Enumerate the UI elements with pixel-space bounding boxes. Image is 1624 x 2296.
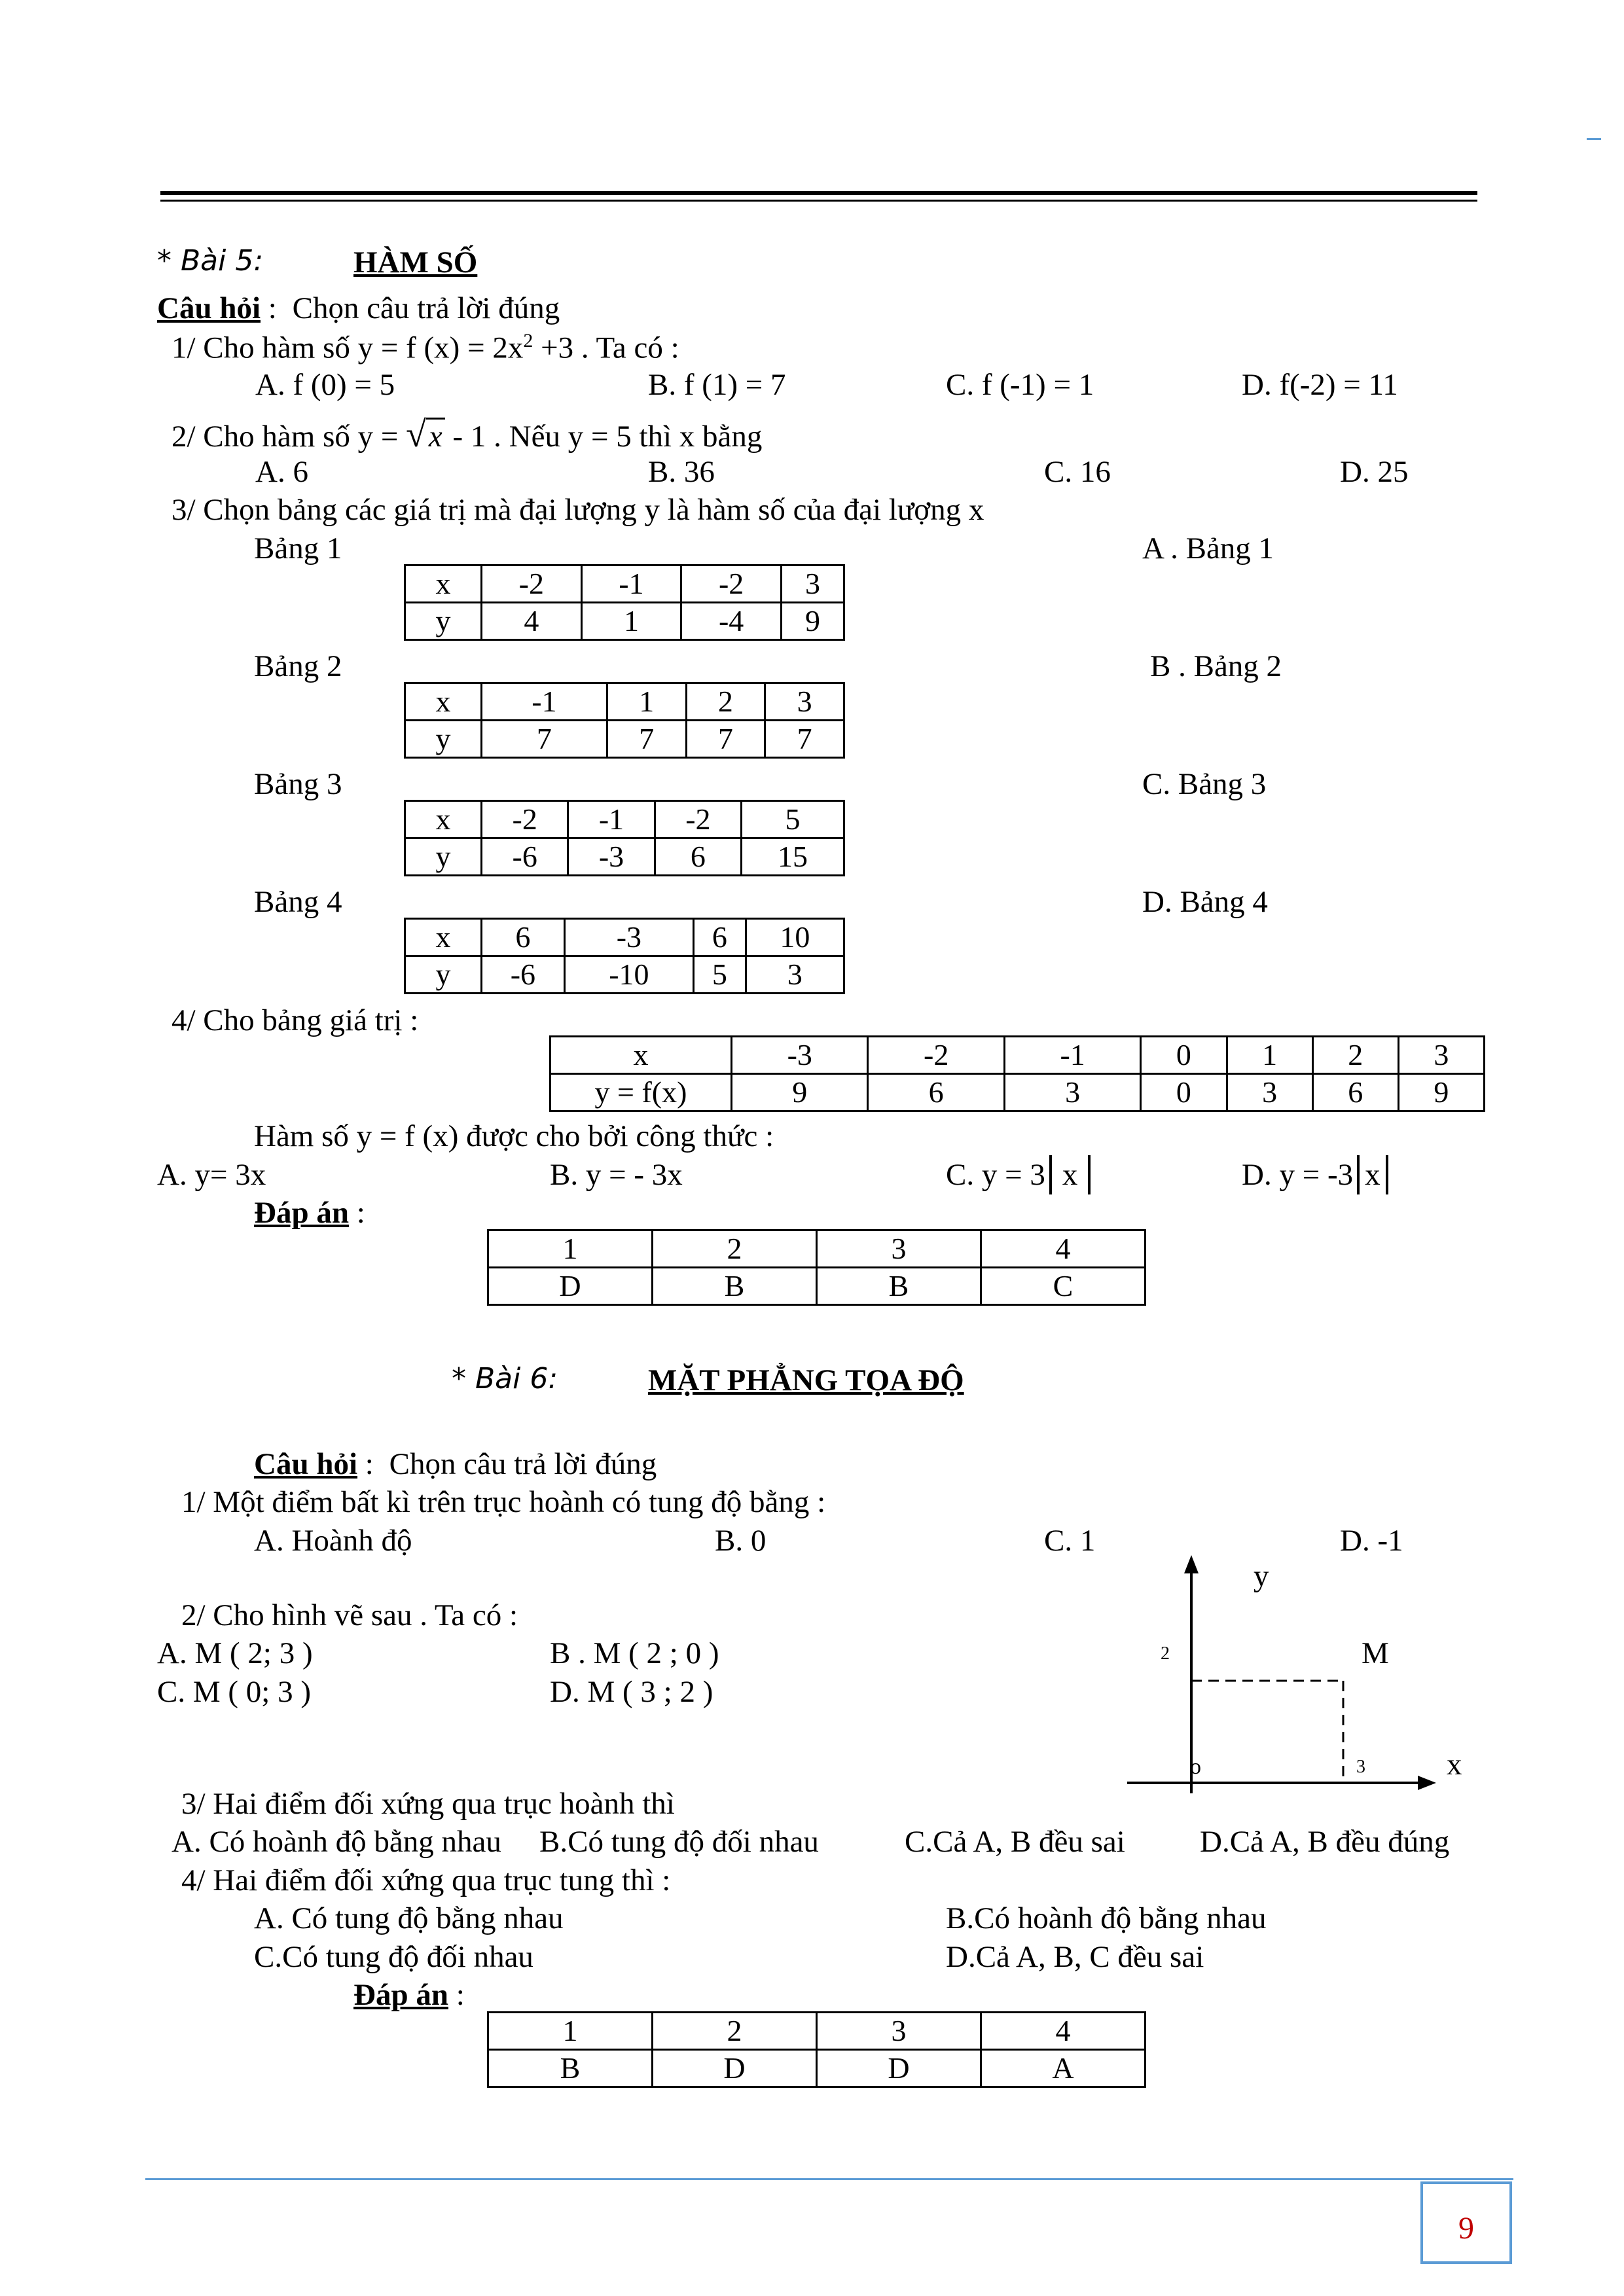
bai5-label: * Bài 5: bbox=[157, 244, 264, 278]
bai6-q2-text: 2/ Cho hình vẽ sau . Ta có : bbox=[181, 1598, 518, 1632]
bai6-label: * Bài 6: bbox=[452, 1362, 558, 1395]
bai6-q3-option-d: D.Cả A, B đều đúng bbox=[1200, 1825, 1450, 1859]
bai5-q1-text bbox=[171, 331, 679, 364]
table-row bbox=[405, 565, 844, 603]
bai5-title: HÀM SỐ bbox=[353, 245, 478, 279]
cell: 2 bbox=[653, 1230, 817, 1268]
cell: B bbox=[653, 1268, 817, 1305]
bai5-q1-option-a: A. f (0) = 5 bbox=[255, 368, 395, 402]
cell: y bbox=[405, 721, 482, 758]
q2-text-a: 2/ Cho hàm số y = bbox=[171, 420, 406, 454]
y-axis-arrow-icon bbox=[1184, 1555, 1199, 1573]
table-row bbox=[488, 2013, 1146, 2050]
table-row bbox=[405, 683, 844, 721]
cell: 3 bbox=[1004, 1074, 1140, 1111]
cell: x bbox=[405, 565, 482, 603]
cell: 9 bbox=[781, 603, 844, 640]
table3-label: Bảng 3 bbox=[254, 767, 342, 801]
cell: y bbox=[405, 603, 482, 640]
cau-hoi-colon: : bbox=[365, 1447, 374, 1481]
q1-exponent: 2 bbox=[523, 330, 533, 351]
table1-label: Bảng 1 bbox=[254, 531, 342, 565]
cau-hoi-text: Chọn câu trả lời đúng bbox=[389, 1447, 657, 1481]
sqrt-symbol: √ bbox=[406, 414, 426, 455]
cell: 2 bbox=[1312, 1037, 1398, 1074]
table-row bbox=[405, 956, 844, 994]
bai5-answer-table bbox=[487, 1229, 1146, 1306]
bai5-answer-header bbox=[254, 1198, 365, 1229]
bai6-q4-option-c: C.Có tung độ đối nhau bbox=[254, 1940, 533, 1974]
cell: 6 bbox=[694, 919, 746, 956]
table-row bbox=[488, 1230, 1146, 1268]
cell: x bbox=[405, 919, 482, 956]
cell: y = f(x) bbox=[550, 1074, 732, 1111]
bai5-q4-option-c bbox=[946, 1160, 1091, 1191]
table1 bbox=[404, 564, 845, 641]
bai6-q4-option-a: A. Có tung độ bằng nhau bbox=[254, 1901, 564, 1935]
bai6-q3-option-c: C.Cả A, B đều sai bbox=[905, 1825, 1125, 1859]
cell: 10 bbox=[746, 919, 844, 956]
cell: 3 bbox=[817, 2013, 981, 2050]
y-tick-label: 2 bbox=[1161, 1643, 1170, 1664]
bai6-q2-option-d: D. M ( 3 ; 2 ) bbox=[550, 1675, 713, 1709]
bai6-q4-text: 4/ Hai điểm đối xứng qua trục tung thì : bbox=[181, 1863, 671, 1897]
cell: 3 bbox=[1398, 1037, 1484, 1074]
bai6-q3-text: 3/ Hai điểm đối xứng qua trục hoành thì bbox=[181, 1787, 675, 1821]
bai5-q2-option-b: B. 36 bbox=[648, 455, 715, 489]
bai5-q2-option-a: A. 6 bbox=[255, 455, 308, 489]
cell: A bbox=[981, 2050, 1146, 2087]
cell: -10 bbox=[564, 956, 693, 994]
abs-value-x: x bbox=[1049, 1155, 1091, 1194]
answer-label: Đáp án bbox=[353, 1978, 448, 2012]
option-c-prefix: C. y = 3 bbox=[946, 1158, 1045, 1192]
cell: -1 bbox=[581, 565, 681, 603]
header-rule-thick bbox=[160, 191, 1477, 195]
cell: y bbox=[405, 838, 482, 876]
page-number: 9 bbox=[1458, 2211, 1474, 2246]
cell: C bbox=[981, 1268, 1146, 1305]
cell: 1 bbox=[488, 2013, 653, 2050]
values-table bbox=[549, 1035, 1485, 1112]
cell: 7 bbox=[686, 721, 765, 758]
cell: B bbox=[488, 2050, 653, 2087]
bai6-answer-header bbox=[353, 1980, 465, 2011]
sqrt-argument: x bbox=[426, 418, 445, 454]
bai5-q2-text bbox=[171, 416, 762, 453]
q1-text-a: 1/ Cho hàm số y = f (x) = 2x bbox=[171, 331, 524, 365]
cell: 2 bbox=[653, 2013, 817, 2050]
cell: 2 bbox=[686, 683, 765, 721]
bai5-q1-option-c: C. f (-1) = 1 bbox=[946, 368, 1094, 402]
table2-label: Bảng 2 bbox=[254, 649, 342, 683]
answer-colon: : bbox=[456, 1978, 465, 2012]
cell: -1 bbox=[1004, 1037, 1140, 1074]
bai5-q4-option-d bbox=[1242, 1160, 1388, 1191]
cell: 6 bbox=[1312, 1074, 1398, 1111]
point-m-label: M bbox=[1362, 1636, 1389, 1670]
cau-hoi-colon: : bbox=[268, 291, 277, 325]
bai6-q3-option-a: A. Có hoành độ bằng nhau bbox=[171, 1825, 501, 1859]
bai6-question-header bbox=[254, 1449, 657, 1480]
cell: 5 bbox=[742, 801, 844, 838]
cell: -1 bbox=[482, 683, 607, 721]
y-axis-label: y bbox=[1254, 1559, 1269, 1593]
table1-option: A . Bảng 1 bbox=[1142, 531, 1274, 565]
bai6-q4-option-b: B.Có hoành độ bằng nhau bbox=[946, 1901, 1267, 1935]
cell: 3 bbox=[817, 1230, 981, 1268]
cell: -3 bbox=[732, 1037, 868, 1074]
bai6-q1-option-a: A. Hoành độ bbox=[254, 1524, 412, 1558]
cell: -2 bbox=[482, 801, 568, 838]
cell: -3 bbox=[564, 919, 693, 956]
cell: -1 bbox=[568, 801, 655, 838]
table-row bbox=[405, 801, 844, 838]
cell: 3 bbox=[746, 956, 844, 994]
cau-hoi-label: Câu hỏi bbox=[254, 1447, 358, 1481]
answer-colon: : bbox=[356, 1196, 365, 1230]
table4-label: Bảng 4 bbox=[254, 885, 342, 919]
page-number-box bbox=[1420, 2181, 1512, 2264]
answer-label: Đáp án bbox=[254, 1196, 349, 1230]
cell: -2 bbox=[868, 1037, 1004, 1074]
table4-option: D. Bảng 4 bbox=[1142, 885, 1268, 919]
bai5-q4-formula-text: Hàm số y = f (x) được cho bởi công thức : bbox=[254, 1119, 774, 1153]
x-axis-label: x bbox=[1447, 1748, 1462, 1782]
table-row bbox=[550, 1037, 1485, 1074]
bai6-title: MẶT PHẲNG TỌA ĐỘ bbox=[648, 1363, 964, 1397]
bai5-q4-option-b: B. y = - 3x bbox=[550, 1158, 683, 1192]
cell: 7 bbox=[482, 721, 607, 758]
abs-value-x: x bbox=[1357, 1155, 1388, 1194]
q2-text-b: - 1 . Nếu y = 5 thì x bằng bbox=[444, 420, 763, 454]
bai5-q4-text: 4/ Cho bảng giá trị : bbox=[171, 1003, 419, 1037]
cell: D bbox=[488, 1268, 653, 1305]
cell: 9 bbox=[732, 1074, 868, 1111]
footer-rule bbox=[145, 2178, 1513, 2180]
cell: 6 bbox=[868, 1074, 1004, 1111]
cell: D bbox=[817, 2050, 981, 2087]
bai6-q2-option-a: A. M ( 2; 3 ) bbox=[157, 1636, 313, 1670]
bai6-q1-option-b: B. 0 bbox=[715, 1524, 767, 1558]
bai5-q1-option-d: D. f(-2) = 11 bbox=[1242, 368, 1398, 402]
table3 bbox=[404, 800, 845, 876]
cell: y bbox=[405, 956, 482, 994]
cell: 15 bbox=[742, 838, 844, 876]
header-mark bbox=[1587, 138, 1601, 140]
bai5-q2-option-d: D. 25 bbox=[1340, 455, 1409, 489]
bai5-q2-option-c: C. 16 bbox=[1044, 455, 1111, 489]
bai5-q3-text: 3/ Chọn bảng các giá trị mà đại lượng y là hàm số của đại lượng x bbox=[171, 493, 984, 527]
origin-label: o bbox=[1190, 1755, 1201, 1779]
bai6-q1-text: 1/ Một điểm bất kì trên trục hoành có tung độ bằng : bbox=[181, 1485, 826, 1519]
table-row bbox=[405, 838, 844, 876]
bai6-q1-option-c: C. 1 bbox=[1044, 1524, 1096, 1558]
cell: -4 bbox=[681, 603, 782, 640]
cell: 4 bbox=[981, 2013, 1146, 2050]
table-row bbox=[550, 1074, 1485, 1111]
bai6-q1-option-d: D. -1 bbox=[1340, 1524, 1403, 1558]
cell: -6 bbox=[482, 956, 565, 994]
table-row bbox=[405, 919, 844, 956]
table-row bbox=[405, 721, 844, 758]
cell: -6 bbox=[482, 838, 568, 876]
cell: B bbox=[817, 1268, 981, 1305]
cell: 1 bbox=[607, 683, 686, 721]
bai6-q2-option-b: B . M ( 2 ; 0 ) bbox=[550, 1636, 719, 1670]
cau-hoi-label: Câu hỏi bbox=[157, 291, 261, 325]
header-rule-thin bbox=[160, 200, 1477, 202]
cell: -2 bbox=[482, 565, 582, 603]
cell: 6 bbox=[655, 838, 741, 876]
cell: 5 bbox=[694, 956, 746, 994]
cell: 7 bbox=[607, 721, 686, 758]
table3-option: C. Bảng 3 bbox=[1142, 767, 1267, 801]
cell: 7 bbox=[765, 721, 844, 758]
cell: -2 bbox=[681, 565, 782, 603]
bai6-q2-option-c: C. M ( 0; 3 ) bbox=[157, 1675, 311, 1709]
cell: 1 bbox=[488, 1230, 653, 1268]
bai5-q4-option-a: A. y= 3x bbox=[157, 1158, 266, 1192]
table2-option: B . Bảng 2 bbox=[1150, 649, 1282, 683]
x-tick-label: 3 bbox=[1356, 1757, 1365, 1777]
cell: 3 bbox=[765, 683, 844, 721]
cell: x bbox=[405, 801, 482, 838]
q1-text-b: +3 . Ta có : bbox=[533, 331, 679, 365]
table-row bbox=[405, 603, 844, 640]
cell: x bbox=[405, 683, 482, 721]
cell: 9 bbox=[1398, 1074, 1484, 1111]
cell: 0 bbox=[1141, 1074, 1227, 1111]
x-axis-arrow-icon bbox=[1418, 1776, 1436, 1790]
cell: -2 bbox=[655, 801, 741, 838]
cell: 3 bbox=[1227, 1074, 1312, 1111]
cell: 1 bbox=[1227, 1037, 1312, 1074]
cau-hoi-text: Chọn câu trả lời đúng bbox=[292, 291, 560, 325]
bai6-q3-option-b: B.Có tung độ đối nhau bbox=[539, 1825, 819, 1859]
bai5-q1-option-b: B. f (1) = 7 bbox=[648, 368, 786, 402]
option-d-prefix: D. y = -3 bbox=[1242, 1158, 1354, 1192]
table4 bbox=[404, 918, 845, 994]
table2 bbox=[404, 682, 845, 759]
table-row bbox=[488, 1268, 1146, 1305]
cell: 3 bbox=[781, 565, 844, 603]
table-row bbox=[488, 2050, 1146, 2087]
bai6-q4-option-d: D.Cả A, B, C đều sai bbox=[946, 1940, 1204, 1974]
cell: -3 bbox=[568, 838, 655, 876]
bai5-question-header bbox=[157, 293, 560, 324]
cell: 4 bbox=[981, 1230, 1146, 1268]
bai6-answer-table bbox=[487, 2011, 1146, 2088]
cell: D bbox=[653, 2050, 817, 2087]
cell: 0 bbox=[1141, 1037, 1227, 1074]
cell: 4 bbox=[482, 603, 582, 640]
cell: 1 bbox=[581, 603, 681, 640]
cell: 6 bbox=[482, 919, 565, 956]
cell: x bbox=[550, 1037, 732, 1074]
